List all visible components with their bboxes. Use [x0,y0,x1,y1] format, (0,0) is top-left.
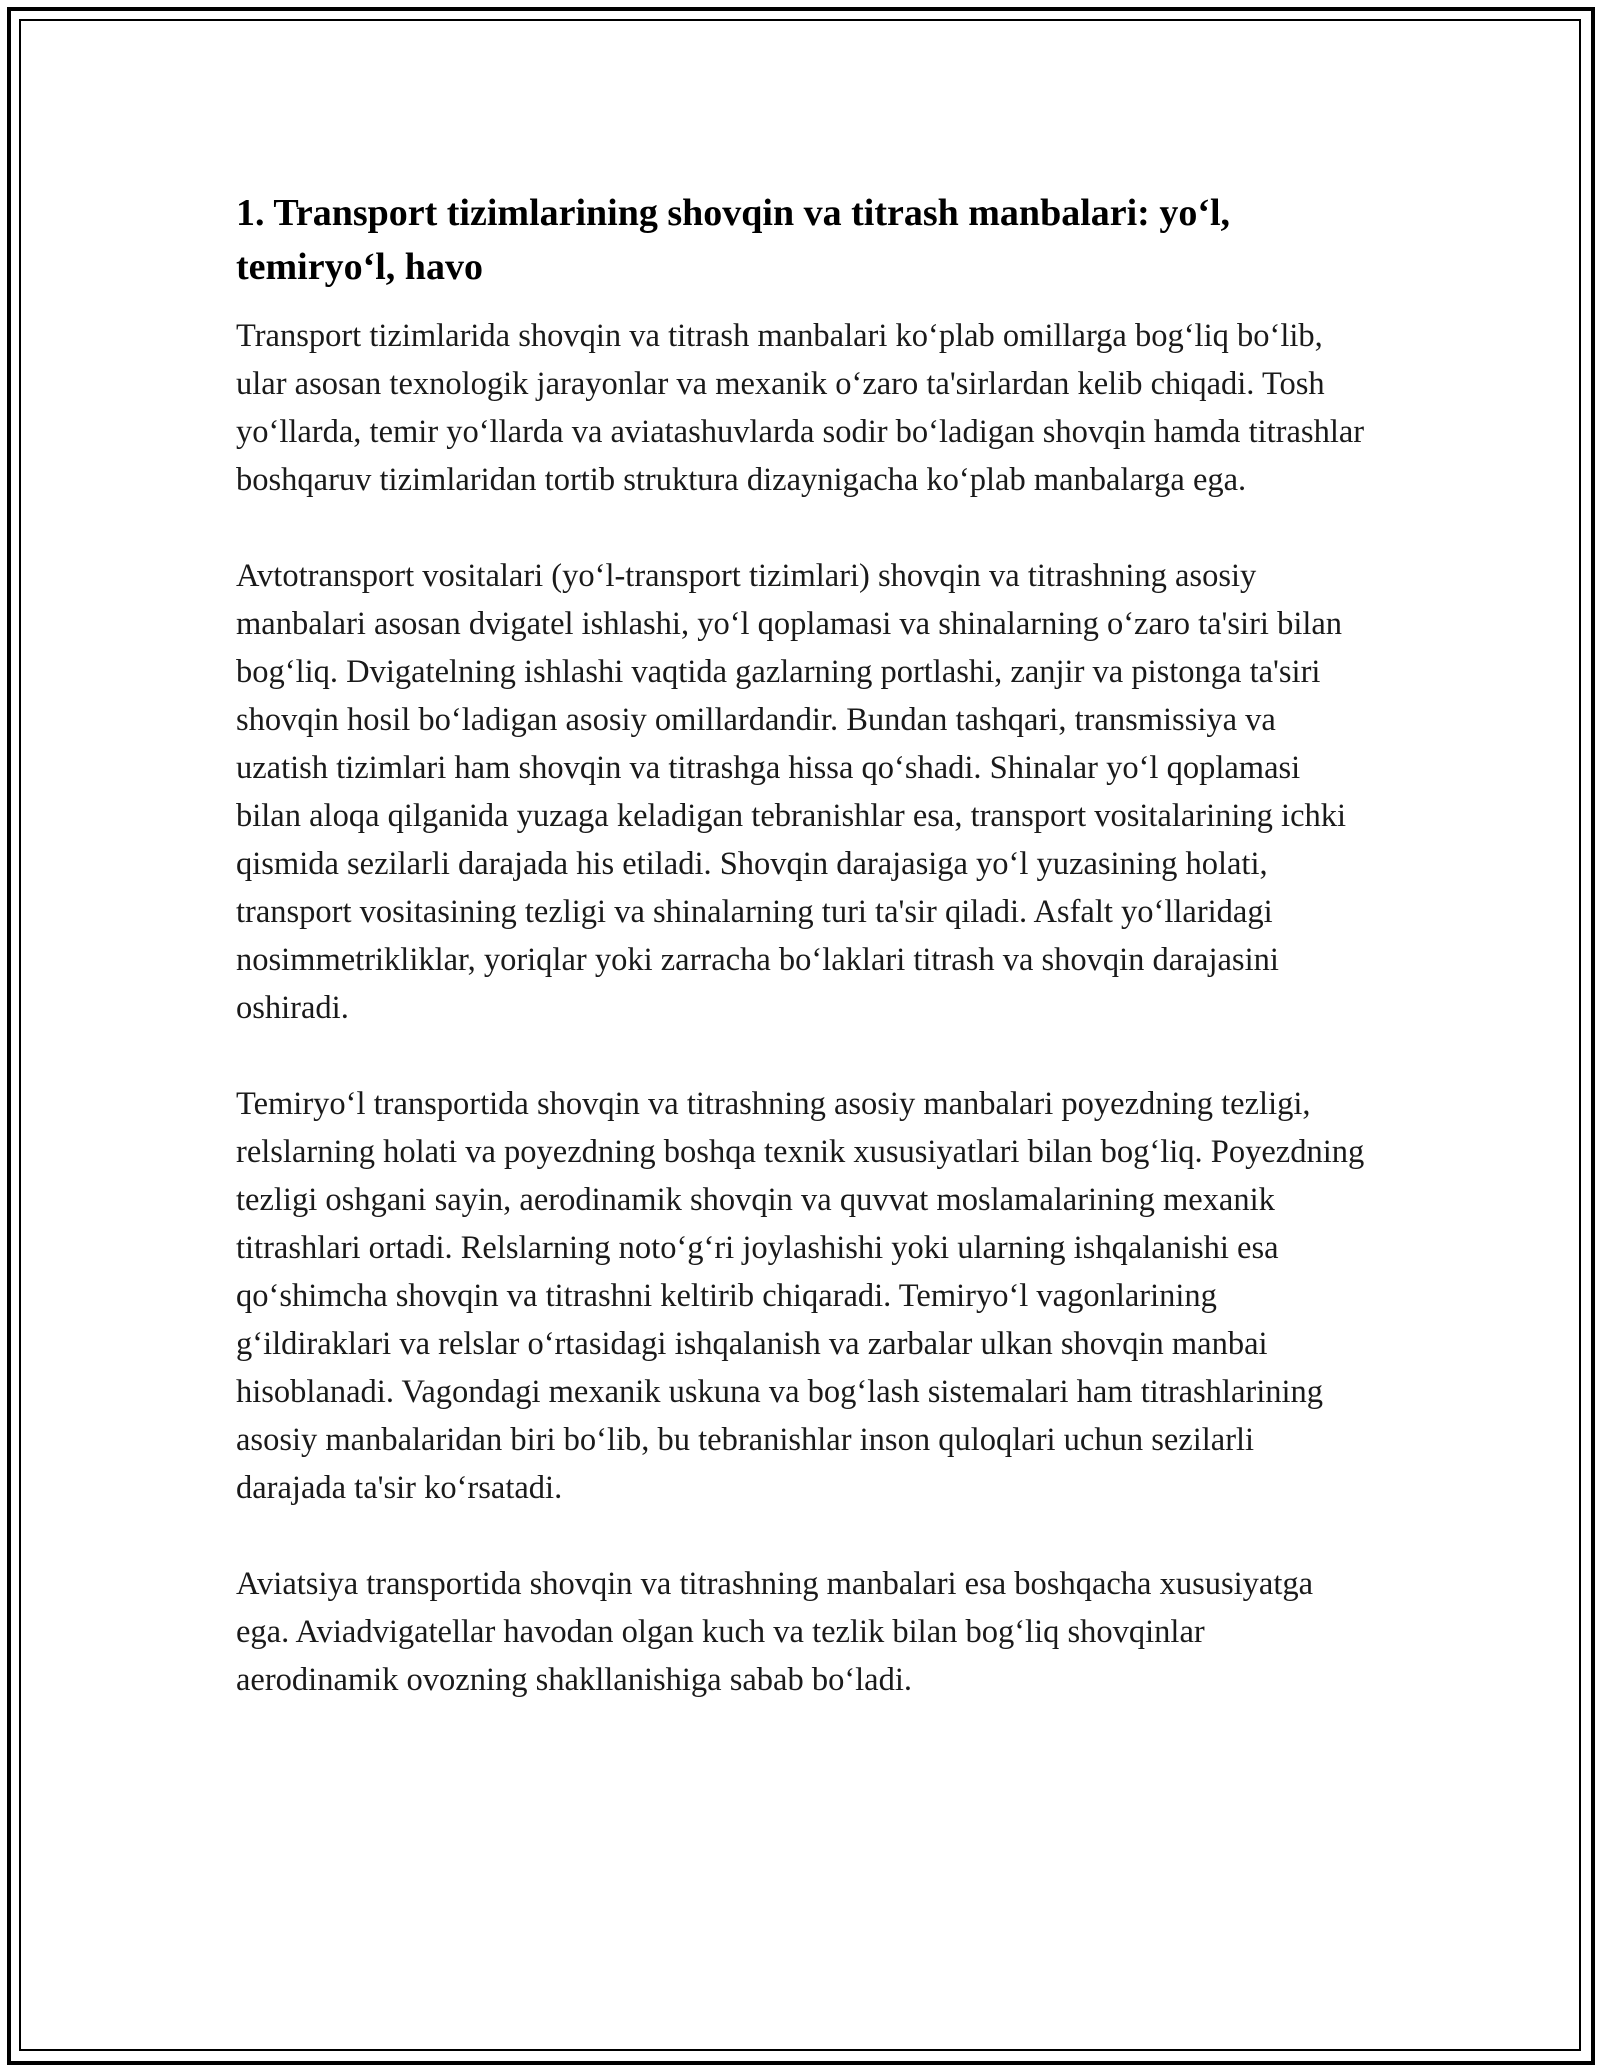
document-body [236,186,1366,1704]
paragraph-rail-transport: Temiryo‘l transportida shovqin va titrashning asosiy manbalari poyezdning tezligi, relslarning holati va poyezdning boshqa texnik xususiyatlari bilan bog‘liq. Poyezdning tezligi oshgani sayin, aerodinamik shovqin va quvvat moslamalarining mexanik titrashlari ortadi. Relslarning noto‘g‘ri joylashishi yoki ularning ishqalanishi esa qo‘shimcha shovqin va titrashni keltirib chiqaradi. Temiryo‘l vagonlarining g‘ildiraklari va relslar o‘rtasidagi ishqalanish va zarbalar ulkan shovqin manbai hisoblanadi. Vagondagi mexanik uskuna va bog‘lash sistemalari ham titrashlarining asosiy manbalaridan biri bo‘lib, bu tebranishlar inson quloqlari uchun sezilarli darajada ta'sir ko‘rsatadi. [236,1086,1365,1506]
paragraph-air-transport: Aviatsiya transportida shovqin va titrashning manbalari esa boshqacha xususiyatga ega. Aviadvigatellar havodan olgan kuch va tezlik bilan bog‘liq shovqinlar aerodinamik ovozning shakllanishiga sabab bo‘ladi. [236,1566,1314,1698]
paragraph-intro: Transport tizimlarida shovqin va titrash manbalari ko‘plab omillarga bog‘liq bo‘lib, ular asosan texnologik jarayonlar va mexanik o‘zaro ta'sirlardan kelib chiqadi. Tosh yo‘llarda, temir yo‘llarda va aviatashuvlarda sodir bo‘ladigan shovqin hamda titrashlar boshqaruv tizimlaridan tortib struktura dizaynigacha ko‘plab manbalarga ega. [236,318,1365,498]
paragraph-road-transport: Avtotransport vositalari (yo‘l-transport tizimlari) shovqin va titrashning asosiy manbalari asosan dvigatel ishlashi, yo‘l qoplamasi va shinalarning o‘zaro ta'siri bilan bog‘liq. Dvigatelning ishlashi vaqtida gazlarning portlashi, zanjir va pistonga ta'siri shovqin hosil bo‘ladigan asosiy omillardandir. Bundan tashqari, transmissiya va uzatish tizimlari ham shovqin va titrashga hissa qo‘shadi. Shinalar yo‘l qoplamasi bilan aloqa qilganida yuzaga keladigan tebranishlar esa, transport vositalarining ichki qismida sezilarli darajada his etiladi. Shovqin darajasiga yo‘l yuzasining holati, transport vositasining tezligi va shinalarning turi ta'sir qiladi. Asfalt yo‘llaridagi nosimmetrikliklar, yoriqlar yoki zarracha bo‘laklari titrash va shovqin darajasini oshiradi. [236,558,1347,1026]
section-heading: 1. Transport tizimlarining shovqin va titrash manbalari: yo‘l, temiryo‘l, havo [236,192,1231,288]
